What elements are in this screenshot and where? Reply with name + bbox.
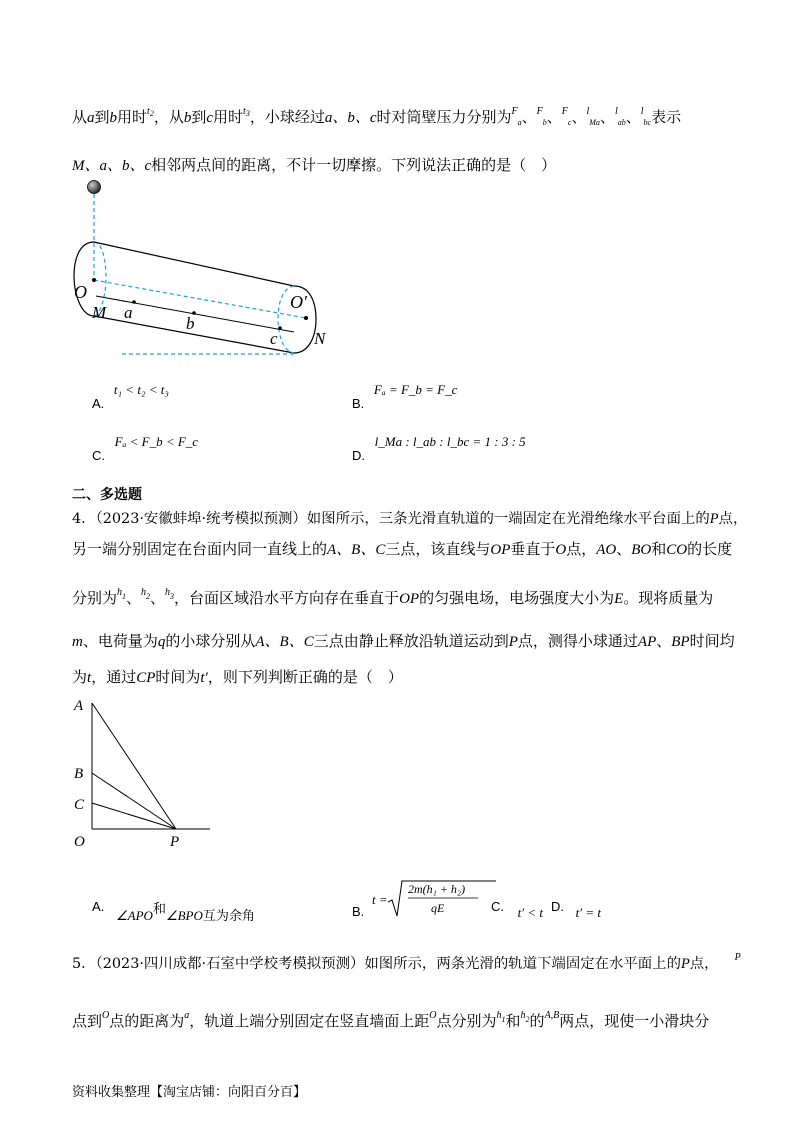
q5-line-1: 5．（2023·四川成都·石室中学校考模拟预测）如图所示，两条光滑的轨道下端固定在水平面上的P点， $^P$ xyxy=(72,952,741,972)
point-a xyxy=(132,300,136,304)
label-M: M xyxy=(92,303,107,322)
label-N: N xyxy=(314,329,326,348)
q3-option-b[interactable]: B. Fₐ = F_b = F_c xyxy=(352,382,458,411)
label-O: O xyxy=(74,834,85,850)
cylinder-figure xyxy=(72,176,332,366)
track-CP xyxy=(92,803,176,829)
footer-note: 资料收集整理【淘宝店铺：向阳百分百】 xyxy=(72,1085,307,1100)
q4-line-3: 分别为$^{h1}$、$^{h2}$、$^{h3}$，台面区域沿水平方向存在垂直于OP的匀强电场，电场强度大小为E。现将质量为 xyxy=(72,587,714,607)
q3-line-1: 从a到b用时$^{t2}$，从b到c用时$^{t3}$，小球经过a、b、c时对筒壁压力分别为$^F_a$、$^F_b$、$^F_c$、$^l_{Ma}$、$^l_{ab}$、$^l_{bc}$表示 xyxy=(72,106,682,127)
track-AP xyxy=(92,703,176,829)
label-P: P xyxy=(170,834,180,850)
q4-option-a[interactable]: A. ∠APO和∠BPO互为余角 xyxy=(92,899,255,924)
q4-line-5: 为t，通过CP时间为t′，则下列判断正确的是（ ） xyxy=(72,668,403,686)
q5-line-2: 点到$^O$点的距离为$^a$，轨道上端分别固定在竖直墙面上距$^O$点分别为$^{h1}$和$^{h2}$的$^{A,B}$两点，现使一小滑块分 xyxy=(72,1010,710,1030)
label-a: a xyxy=(124,303,133,322)
label-O: O xyxy=(74,282,87,302)
q4-option-d[interactable]: D. t′ = t xyxy=(551,899,601,920)
q3-option-a[interactable]: A. t₁ < t₂ < t₃ xyxy=(92,382,169,411)
point-O-prime xyxy=(304,316,308,320)
ball-icon xyxy=(88,181,101,194)
label-C: C xyxy=(74,797,85,813)
cylinder-top-edge xyxy=(94,242,294,286)
track-BP xyxy=(92,773,176,829)
q3-option-d[interactable]: D. l_Ma : l_ab : l_bc = 1 : 3 : 5 xyxy=(352,434,526,463)
label-B: B xyxy=(74,766,84,782)
q3-option-c[interactable]: C. Fₐ < F_b < F_c xyxy=(92,434,199,463)
q4-line-1: 4．（2023·安徽蚌埠·统考模拟预测）如图所示，三条光滑直轨道的一端固定在光滑绝缘水平台面上的P点， xyxy=(72,511,748,527)
label-c: c xyxy=(270,329,278,348)
section-title: 二、多选题 xyxy=(72,487,142,503)
cylinder-left-end xyxy=(74,242,94,316)
q4-line-4: m、电荷量为q的小球分别从A、B、C三点由静止释放沿轨道运动到P点，测得小球通过AP、BP时间均 xyxy=(72,632,735,650)
point-O xyxy=(92,278,96,282)
label-A: A xyxy=(74,698,84,714)
q4-line-2: 另一端分别固定在台面内同一直线上的A、B、C三点，该直线与OP垂直于O点，AO、BO和CO的长度 xyxy=(72,540,733,558)
q4-option-c[interactable]: C. t′ < t xyxy=(491,899,543,920)
label-O-prime: O′ xyxy=(290,292,307,312)
label-b: b xyxy=(186,314,195,333)
q3-line-2: M、a、b、c相邻两点间的距离，不计一切摩擦。下列说法正确的是（ ） xyxy=(72,156,557,174)
track-figure xyxy=(70,693,220,853)
point-c xyxy=(278,326,282,330)
